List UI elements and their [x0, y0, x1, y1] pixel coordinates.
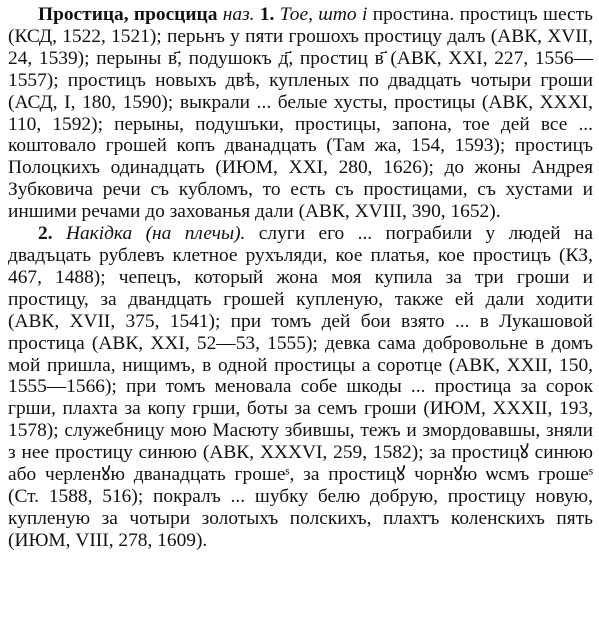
entry-sense-2: [8, 223, 593, 552]
sense-2-definition: Накідка (на плечы).: [65, 223, 246, 245]
entry-sense-1: [8, 4, 593, 223]
part-of-speech: наз.: [222, 4, 255, 25]
sense-1-definition: Тое, што і: [279, 4, 368, 25]
sense-1-number: 1.: [259, 4, 275, 25]
entry-headword: Простица, просцица: [38, 4, 218, 25]
sense-2-number: 2.: [38, 223, 53, 245]
sense-1-text: простина. простицъ шесть (КСД, 1522, 1521); перьнъ у пяти грошохъ простицу далъ (АВК, XVII, 24, 1539); перыны в҃, подушокъ д҃, простиц в҃ (АВК, XXI, 227, 1556—1557); простицъ новыхъ двѣ, купленых по двадцать чотыри гроши (АСД, I, 180, 1590); выкрали ... белые хусты, простицы (АВК, XXXI, 110, 1592); перыны, подушъки, простицы, запона, тое дей все ... коштовало грошей копъ дванадцать (Там жа, 154, 1593); простицъ Полоцкихъ одинадцать (ИЮМ, XXI, 280, 1626); до жоны Андрея Зубковича речи съ кубломъ, то есть съ простицами, съ хустами и иншими речами до захованья дали (АВК, XVIII, 390, 1652).: [8, 4, 593, 223]
sense-2-text: слуги его ... пограбили у людей на двадъцать рублевъ клетное рухъляди, кое платья, кое простицъ (КЗ, 467, 1488); чепецъ, который жона моя купила за три гроши и простицу, за двандцать грошей купленую, также ей дали ходити (АВК, XVII, 375, 1541); при томъ дей бои взято ... в Лукашовой простица (АВК, XXI, 52—53, 1555); девка сама добровольне в домъ мой пришла, нищимъ, в одной простицы а соротце (АВК, XXII, 150, 1555—1566); при томъ меновала собе шкоды ... простица за сорок грши, плахта за копу грши, боты за семъ гроши (ИЮМ, XXXII, 193, 1578); служебницу мою Масюту збившы, тежъ и змордовавшы, зняли з нее простицу синюю (АВК, XXXVI, 259, 1582); за простицꙋ синюю або черленꙋю дванадцать грошеˢ, за простицꙋ чорнꙋю ѡсмъ грошеˢ (Ст. 1588, 516); покралъ ... шубку белю добрую, простицу новую, купленую за чотыри золотыхъ полскихъ, плахтъ коленскихъ пять (ИЮМ, VIII, 278, 1609).: [8, 223, 593, 551]
